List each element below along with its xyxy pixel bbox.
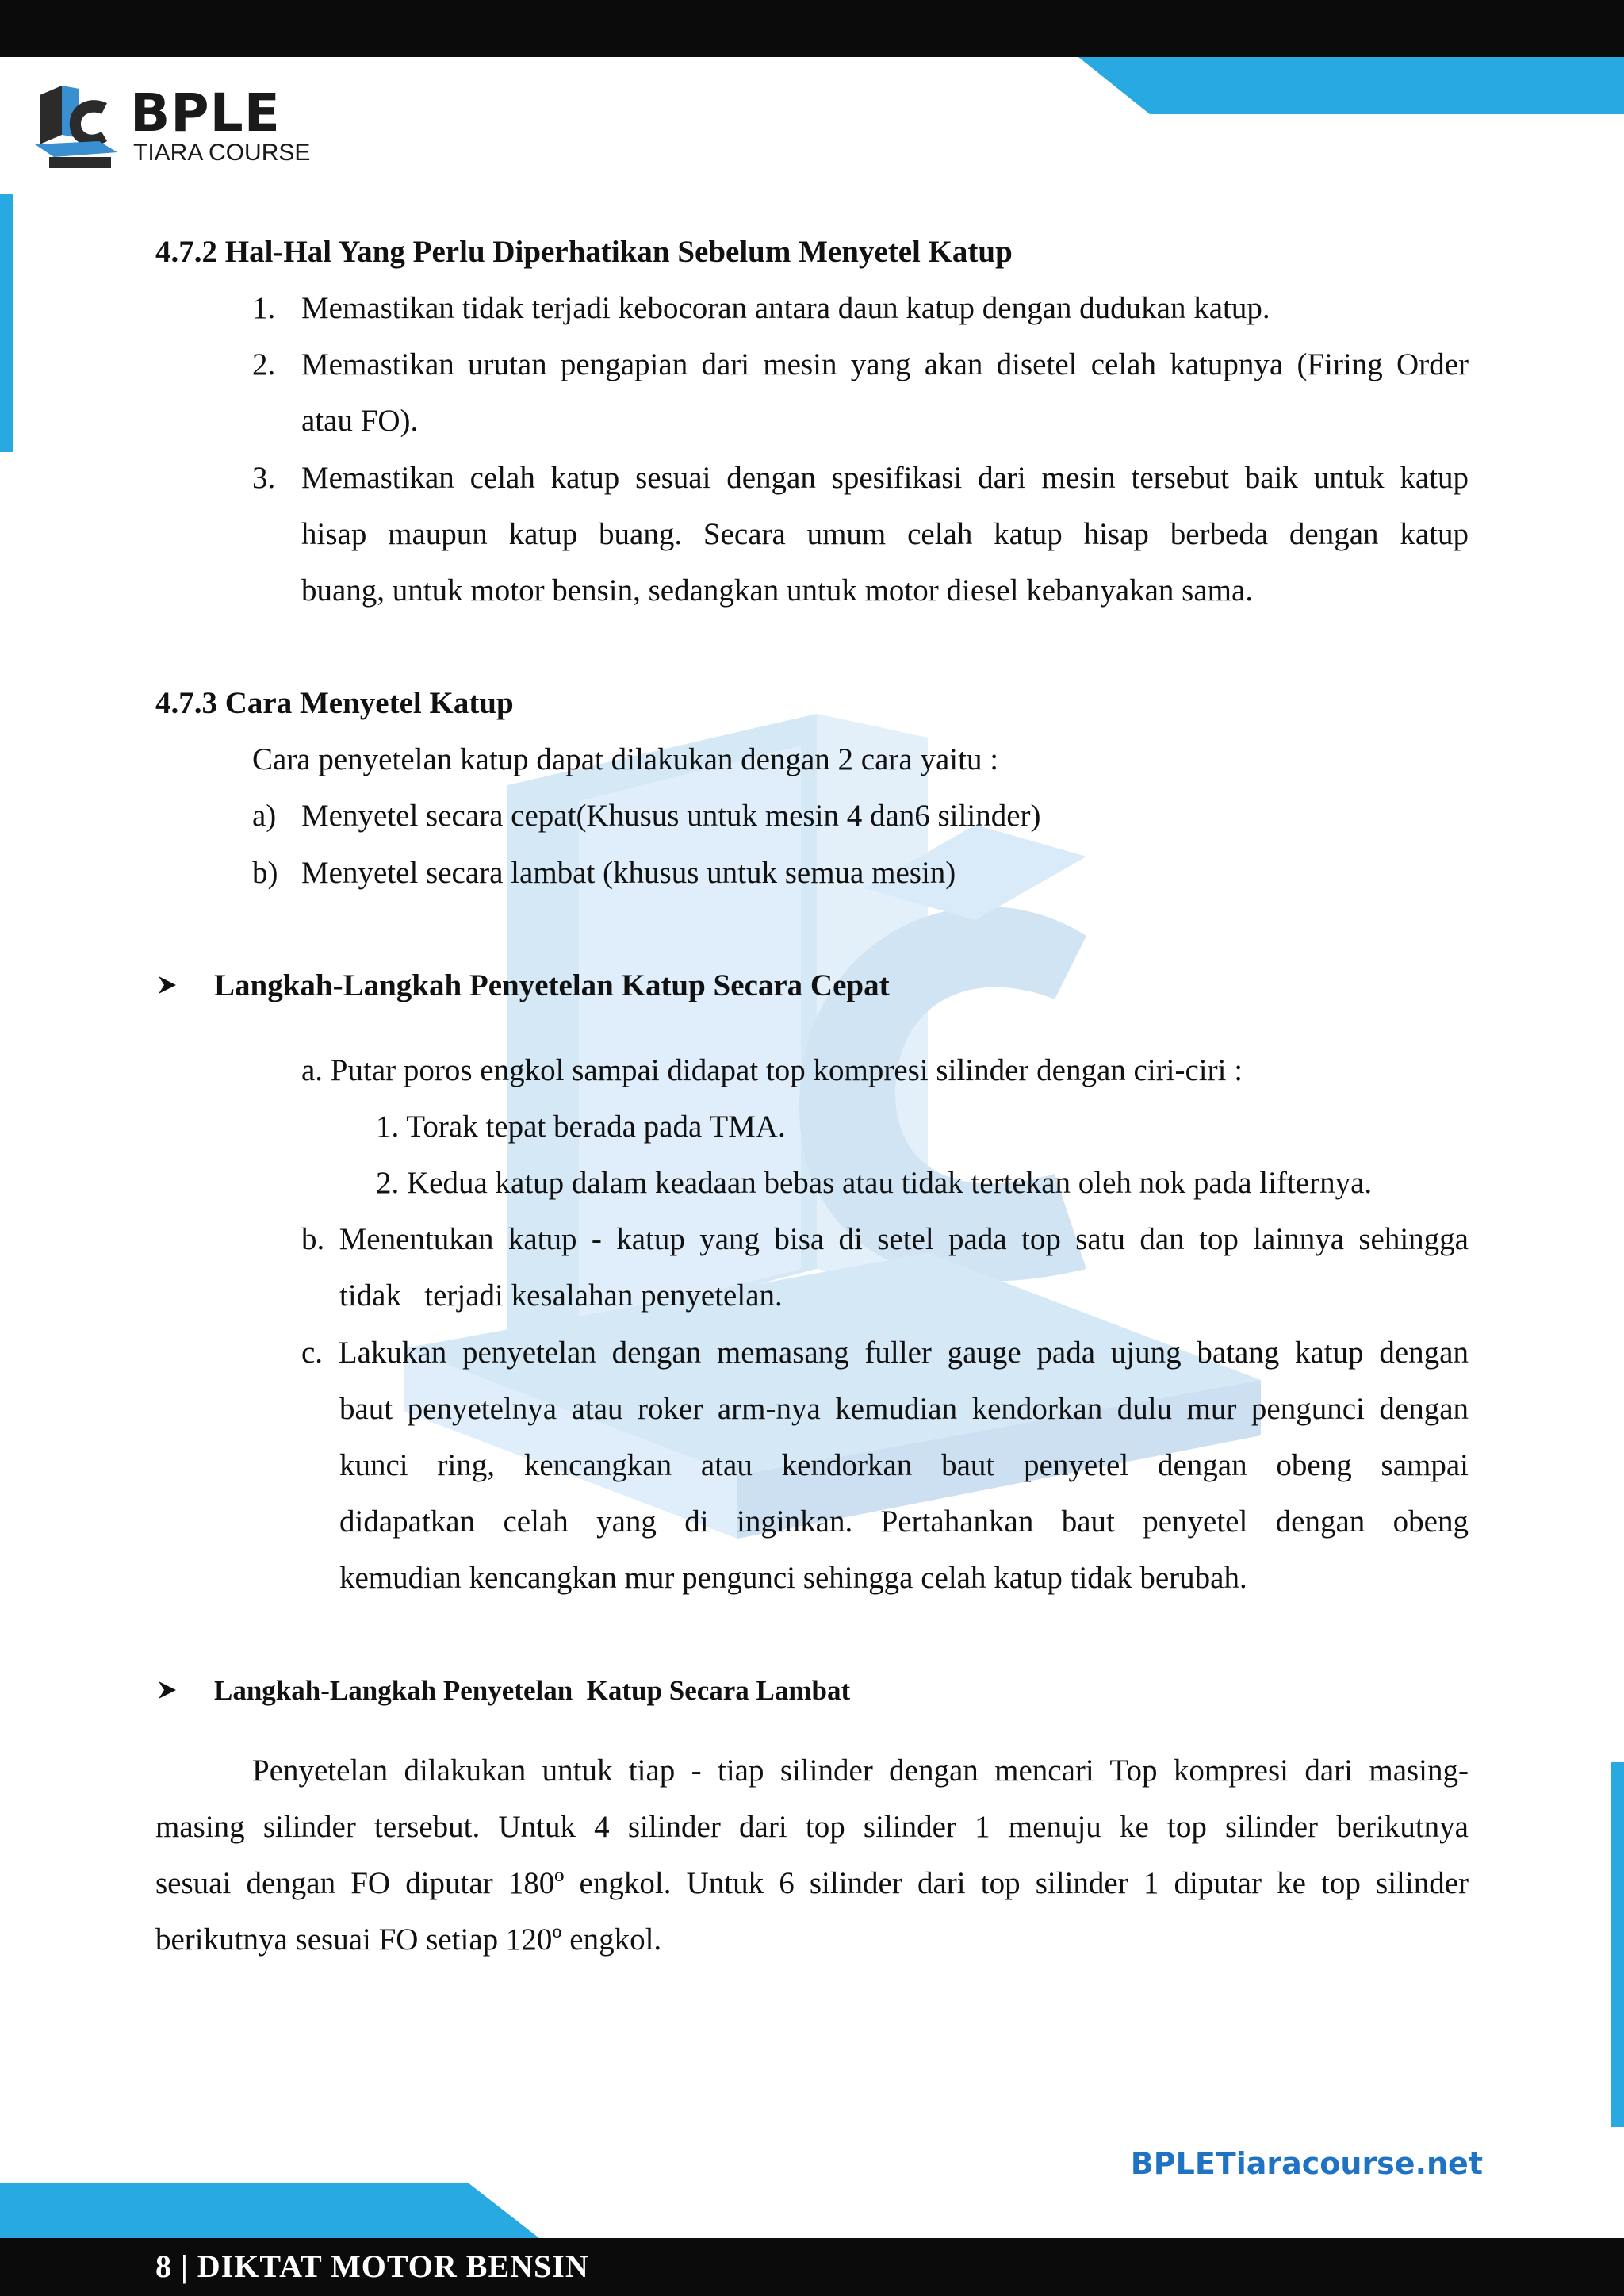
step-a: a. Putar poros engkol sampai didapat top kompresi silinder dengan ciri-ciri : (301, 1053, 1243, 1087)
step-b-continuation: tidak terjadi kesalahan penyetelan. (339, 1278, 783, 1313)
paragraph-line: masing silinder tersebut. Untuk 4 silinder dari top silinder 1 menuju ke top silinder berikutnya (155, 1810, 1469, 1844)
bple-logo-icon (32, 79, 123, 171)
list-item-number: 3. (252, 461, 276, 495)
list-item: Memastikan celah katup sesuai dengan spesifikasi dari mesin tersebut baik untuk katup (301, 461, 1469, 495)
logo-brand-name: BPLE (130, 82, 281, 144)
bple-logo (32, 79, 317, 174)
logo-subtitle: TIARA COURSE (133, 140, 311, 166)
list-item: Memastikan tidak terjadi kebocoran antara daun katup dengan dudukan katup. (301, 291, 1270, 325)
subsection-heading-fast: Langkah-Langkah Penyetelan Katup Secara Cepat (214, 968, 890, 1002)
header-accent (1078, 57, 1624, 114)
arrow-bullet-icon (157, 975, 178, 995)
paragraph-line: berikutnya sesuai FO setiap 120º engkol. (155, 1922, 662, 1957)
paragraph-line: Penyetelan dilakukan untuk tiap - tiap silinder dengan mencari Top kompresi dari masing- (252, 1754, 1469, 1788)
step-c-continuation: didapatkan celah yang di inginkan. Pertahankan baut penyetel dengan obeng (339, 1504, 1469, 1539)
left-accent-stripe (0, 194, 13, 452)
website-label: BPLETiaracourse.net (1130, 2146, 1483, 2181)
step-b: b. Menentukan katup - katup yang bisa di setel pada top satu dan top lainnya sehingga (301, 1222, 1469, 1256)
footer-accent (0, 2183, 539, 2238)
list-item-continuation: hisap maupun katup buang. Secara umum celah katup hisap berbeda dengan katup (301, 517, 1469, 551)
step-a-sub-2: 2. Kedua katup dalam keadaan bebas atau tidak tertekan oleh nok pada lifternya. (376, 1166, 1373, 1200)
step-c-continuation: baut penyetelnya atau roker arm-nya kemudian kendorkan dulu mur pengunci dengan (339, 1392, 1469, 1426)
header-bar (0, 0, 1624, 57)
option-marker: b) (252, 856, 278, 890)
list-item-continuation: atau FO). (301, 404, 419, 438)
list-item: Memastikan urutan pengapian dari mesin yang akan disetel celah katupnya (Firing Order (301, 347, 1469, 381)
option-item: Menyetel secara lambat (khusus untuk semua mesin) (301, 856, 956, 890)
subsection-heading-slow: Langkah-Langkah Penyetelan Katup Secara Lambat (214, 1675, 851, 1706)
section-heading-4-7-3: 4.7.3 Cara Menyetel Katup (155, 686, 514, 720)
list-item-continuation: buang, untuk motor bensin, sedangkan untuk motor diesel kebanyakan sama. (301, 573, 1254, 608)
list-item-number: 1. (252, 291, 276, 325)
paragraph-line: sesuai dengan FO diputar 180º engkol. Untuk 6 silinder dari top silinder 1 diputar ke top silinder (155, 1866, 1469, 1900)
page-footer-label: 8 | DIKTAT MOTOR BENSIN (155, 2248, 589, 2284)
list-item-number: 2. (252, 347, 276, 381)
step-c: c. Lakukan penyetelan dengan memasang fuller gauge pada ujung batang katup dengan (301, 1336, 1469, 1370)
right-accent-stripe (1611, 1762, 1624, 2127)
arrow-bullet-icon (157, 1680, 178, 1700)
step-c-continuation: kemudian kencangkan mur pengunci sehingga celah katup tidak berubah. (339, 1561, 1247, 1595)
option-item: Menyetel secara cepat(Khusus untuk mesin 4 dan6 silinder) (301, 799, 1041, 833)
step-a-sub-1: 1. Torak tepat berada pada TMA. (376, 1110, 786, 1144)
step-c-continuation: kunci ring, kencangkan atau kendorkan baut penyetel dengan obeng sampai (339, 1448, 1469, 1482)
section-intro: Cara penyetelan katup dapat dilakukan dengan 2 cara yaitu : (252, 742, 999, 776)
section-heading-4-7-2: 4.7.2 Hal-Hal Yang Perlu Diperhatikan Sebelum Menyetel Katup (155, 235, 1013, 269)
option-marker: a) (252, 799, 277, 833)
